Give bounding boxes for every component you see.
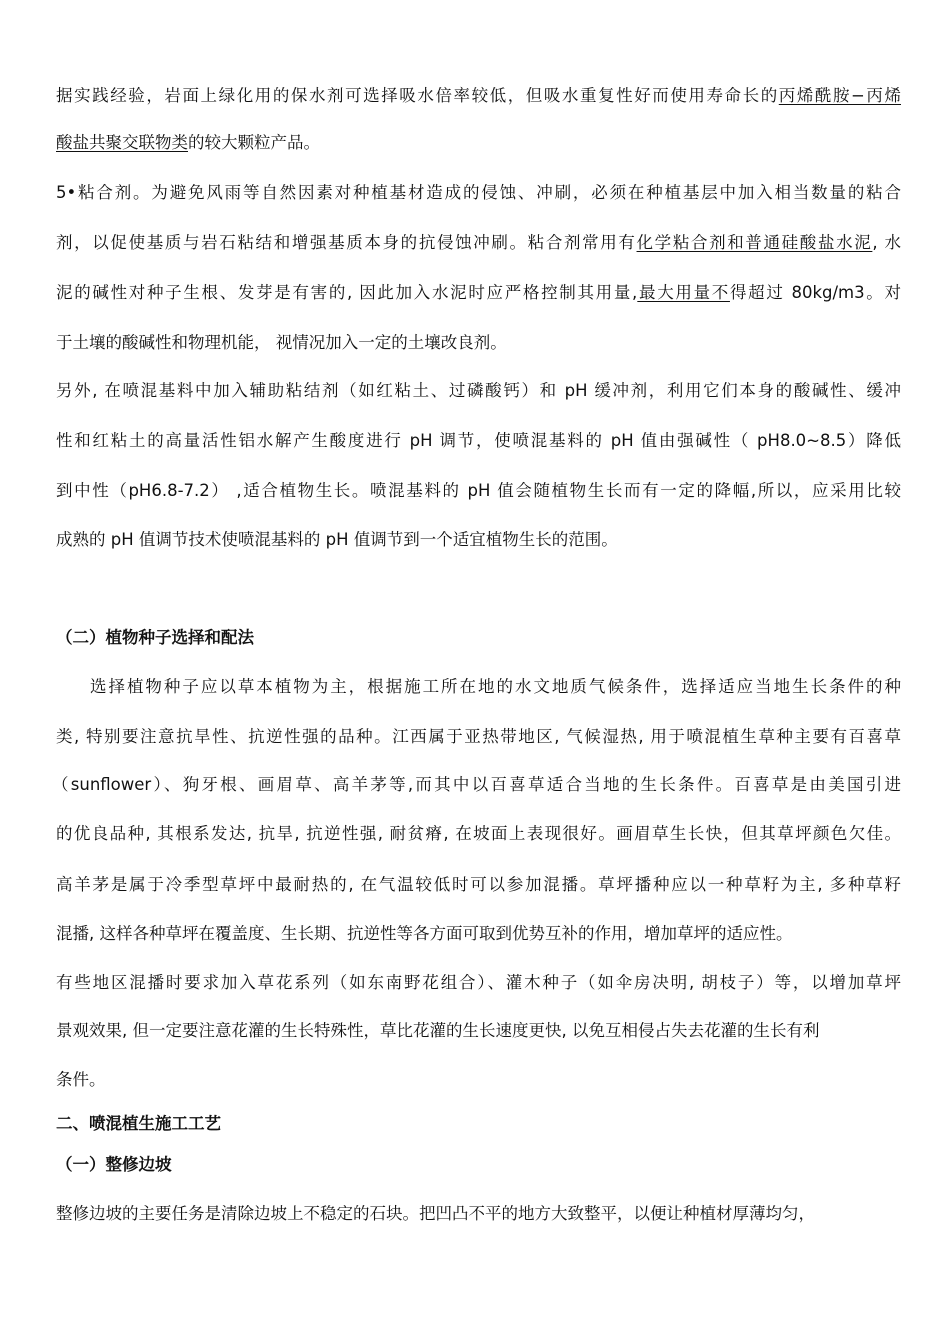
paragraph-line: 成熟的 pH 值调节技术使喷混基料的 pH 值调节到一个适宜植物生长的范围。 bbox=[56, 530, 618, 549]
subsection-heading: （一）整修边坡 bbox=[56, 1155, 172, 1174]
underlined-text: 最大用量不 bbox=[637, 283, 730, 302]
paragraph-line: 混播, 这样各种草坪在覆盖度、生长期、抗逆性等各方面可取到优势互补的作用，增加草坪的适应性。 bbox=[56, 924, 793, 943]
paragraph-line: 高羊茅是属于冷季型草坪中最耐热的, 在气温较低时可以参加混播。草坪播种应以一种草籽为主, 多种草籽 bbox=[56, 875, 901, 894]
text-run: 泥的碱性对种子生根、发芽是有害的, 因此加入水泥时应严格控制其用量, bbox=[56, 283, 638, 302]
paragraph-line: 景观效果, 但一定要注意花灌的生长特殊性，草比花灌的生长速度更快, 以免互相侵占失去花灌的生长有利 bbox=[56, 1021, 820, 1040]
paragraph-line: 条件。 bbox=[56, 1070, 106, 1089]
paragraph-line: （sunflower）、狗牙根、画眉草、高羊茅等,而其中以百喜草适合当地的生长条件。百喜草是由美国引进 bbox=[52, 775, 901, 794]
paragraph-line: 类, 特别要注意抗旱性、抗逆性强的品种。江西属于亚热带地区, 气候湿热, 用于喷混植生草种主要有百喜草 bbox=[56, 727, 901, 746]
paragraph-line bbox=[56, 231, 901, 255]
section-heading: 二、喷混植生施工工艺 bbox=[56, 1114, 221, 1133]
paragraph-line bbox=[56, 131, 901, 155]
underlined-text: 丙烯酰胺−丙烯 bbox=[778, 86, 901, 105]
underlined-text: 酸盐共聚交联物类 bbox=[56, 133, 188, 152]
paragraph-line: 的优良品种, 其根系发达, 抗旱, 抗逆性强, 耐贫瘠, 在坡面上表现很好。画眉草生长快，但其草坪颜色欠佳。 bbox=[56, 824, 901, 843]
paragraph-line: 另外, 在喷混基料中加入辅助粘结剂（如红粘土、过磷酸钙）和 pH 缓冲剂，利用它们本身的酸碱性、缓冲 bbox=[56, 381, 901, 400]
paragraph-line bbox=[56, 281, 901, 305]
text-run: 的较大颗粒产品。 bbox=[188, 133, 320, 152]
section-heading: （二）植物种子选择和配法 bbox=[56, 628, 254, 647]
paragraph-line: 性和红粘土的高量活性铝水解产生酸度进行 pH 调节，使喷混基料的 pH 值由强碱性（ pH8.0~8.5）降低 bbox=[56, 431, 901, 450]
paragraph-line: 于土壤的酸碱性和物理机能， 视情况加入一定的土壤改良剂。 bbox=[56, 333, 507, 352]
text-run: , 水 bbox=[872, 233, 901, 252]
text-run: 得超过 80kg/m3。对 bbox=[729, 283, 901, 302]
underlined-text: 化学粘合剂和普通硅酸盐水泥 bbox=[636, 233, 873, 252]
paragraph-line: 选择植物种子应以草本植物为主，根据施工所在地的水文地质气候条件，选择适应当地生长条件的种 bbox=[90, 677, 901, 696]
paragraph-line: 到中性（pH6.8-7.2） ,适合植物生长。喷混基料的 pH 值会随植物生长而有一定的降幅,所以，应采用比较 bbox=[56, 481, 901, 500]
text-run: 据实践经验，岩面上绿化用的保水剂可选择吸水倍率较低，但吸水重复性好而使用寿命长的 bbox=[56, 86, 779, 105]
paragraph-line: 有些地区混播时要求加入草花系列（如东南野花组合）、灌木种子（如伞房决明, 胡枝子）等，以增加草坪 bbox=[56, 973, 901, 992]
text-run: 剂，以促使基质与岩石粘结和增强基质本身的抗侵蚀冲刷。粘合剂常用有 bbox=[56, 233, 637, 252]
paragraph-line: 5•粘合剂。为避免风雨等自然因素对种植基材造成的侵蚀、冲刷，必须在种植基层中加入相当数量的粘合 bbox=[56, 183, 901, 202]
paragraph-line: 整修边坡的主要任务是清除边坡上不稳定的石块。把凹凸不平的地方大致整平，以便让种植材厚薄均匀， bbox=[56, 1204, 815, 1223]
paragraph-line bbox=[56, 84, 901, 108]
